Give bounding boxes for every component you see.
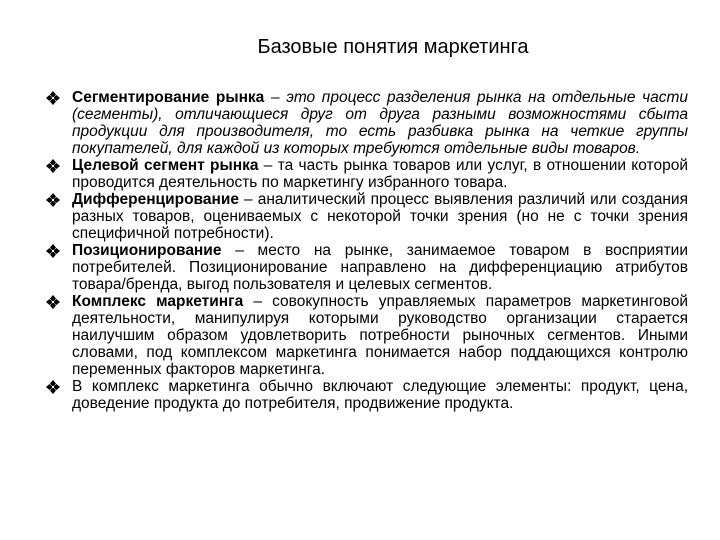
four-petal-diamond-icon	[44, 158, 62, 174]
list-item	[44, 89, 688, 157]
four-petal-diamond-icon	[44, 379, 62, 395]
definition-text: – аналитический процесс выявления различий или создания разных товаров, оцениваемых с некоторой точки зрения (но не с точки зрения специфичной потребности).	[72, 191, 688, 242]
term-label: Комплекс маркетинга	[72, 293, 244, 310]
four-petal-diamond-icon	[44, 294, 62, 310]
list-item	[44, 242, 688, 293]
four-petal-diamond-icon	[44, 90, 62, 106]
definition-text: В комплекс маркетинга обычно включают следующие элементы: продукт, цена, доведение продукта до потребителя, продвижение продукта.	[72, 378, 688, 412]
four-petal-diamond-icon	[44, 192, 62, 208]
slide-title: Базовые понятия маркетинга	[257, 36, 529, 58]
definitions-list	[44, 89, 688, 412]
list-item	[44, 191, 688, 242]
list-item	[44, 157, 688, 191]
term-label: Позиционирование	[72, 242, 222, 259]
definition-text: – та часть рынка товаров или услуг, в отношении которой проводится деятельность по маркетингу избранного товара.	[72, 157, 688, 191]
definition-text: – совокупность управляемых параметров маркетинговой деятельности, манипулируя которыми руководство организации старается наилучшим образом удовлетворить потребности рыночных сегментов. Иными словами, под комплексом маркетинга понимается набор поддающихся контролю переменных факторов маркетинга.	[72, 293, 688, 378]
term-label: Целевой сегмент рынка	[72, 157, 259, 174]
list-item	[44, 293, 688, 378]
term-label: Дифференцирование	[72, 191, 240, 208]
four-petal-diamond-icon	[44, 243, 62, 259]
term-label: Сегментирование рынка	[72, 89, 265, 106]
definition-text: – место на рынке, занимаемое товаром в восприятии потребителей. Позиционирование направлено на дифференциацию атрибутов товара/бренда, выгод пользователя и целевых сегментов.	[72, 242, 688, 293]
list-item	[44, 378, 688, 412]
definition-text: – это процесс разделения рынка на отдельные части (сегменты), отличающиеся друг от друга разными возможностями сбыта продукции для производителя, то есть разбивка рынка на четкие группы покупателей, для каждой из которых требуются отдельные виды товаров.	[72, 89, 688, 157]
